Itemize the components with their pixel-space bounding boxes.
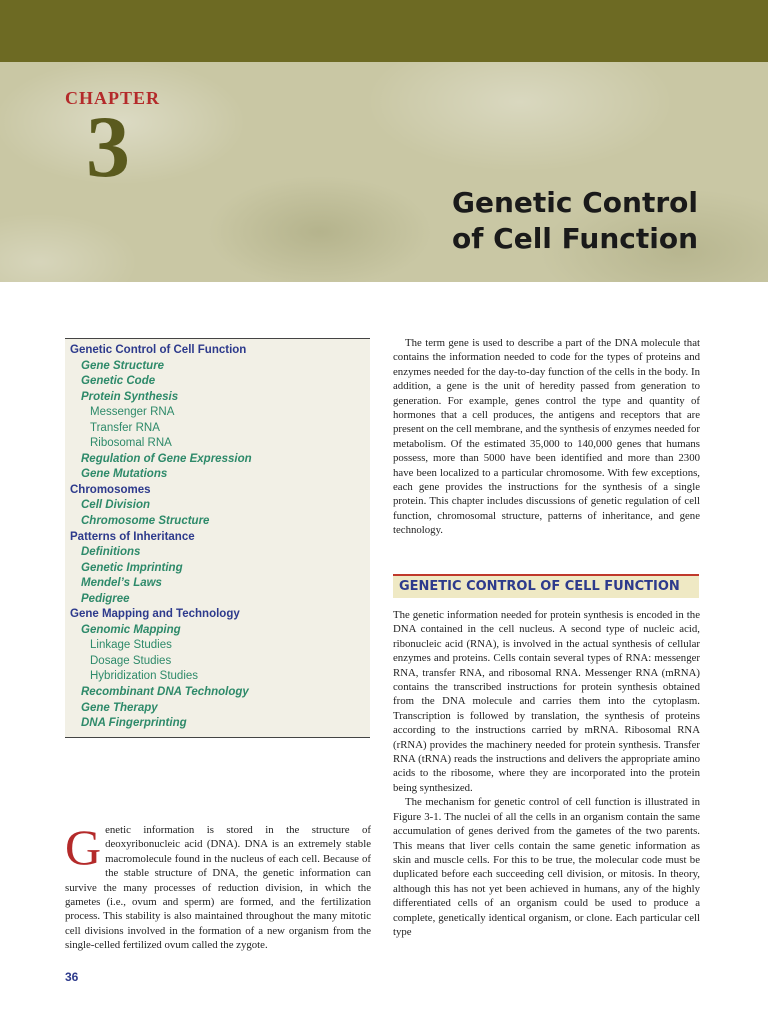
chapter-number: 3 [86,99,130,196]
toc-item: Dosage Studies [90,654,172,667]
toc-item: Gene Structure [81,359,165,372]
paragraph: The genetic information needed for protein synthesis is encoded in the DNA contained in the cell nucleus. A second type of nucleic acid, ribonucleic acid (RNA), is involved in the actual synthesis of cellular enzymes and proteins. Cells contain several types of RNA: messenger RNA, transfer RNA, and ribosomal RNA. Messenger RNA (mRNA) contains the transcribed instructions for protein synthesis obtained from the DNA molecule and carries them into the cytoplasm. Transcription is followed by translation, the synthesis of proteins according to the instructions carried by mRNA. Ribosomal RNA (rRNA) provides the machinery needed for protein synthesis. Transfer RNA (tRNA) reads the instructions and delivers the appropriate amino acids to the ribosome, where they are incorporated into the protein being synthesized. [393,609,700,794]
toc-item: Genetic Imprinting [81,561,183,574]
toc-item: DNA Fingerprinting [81,717,187,730]
toc-item: Gene Therapy [81,701,158,714]
section-body [393,608,700,939]
chapter-label: CHAPTER [65,88,161,108]
paragraph: The mechanism for genetic control of cell function is illustrated in Figure 3-1. The nuclei of all the cells in an organism contain the same accumulation of genes derived from the gametes of the two parents. This means that liver cells contain the same genetic information as skin and muscle cells. For this to be true, the molecular code must be duplicated before each succeeding cell division, or mitosis. In theory, although this has not yet been achieved in humans, any of the highly differentiated cells of an organism could be used to produce a complete, genetically identical organism, or clone. Each particular cell type [393,796,700,938]
chapter-title-line2: of Cell Function [452,222,698,255]
toc-item: Mendel’s Laws [81,577,162,590]
intro-text: enetic information is stored in the structure of deoxyribonucleic acid (DNA). DNA is an extremely stable macromolecule found in the nucleus of each cell. Because of the stable structure of DNA, the genetic information can survive the many processes of reduction division, in which the gametes (i.e., ovum and sperm) are formed, and the fertilization process. This stability is also maintained throughout the many mitotic cell divisions involved in the formation of a new organism from the single-celled fertilized ovum called the zygote. [65,824,371,952]
right-column-intro [393,336,700,538]
paragraph: The term gene is used to describe a part of the DNA molecule that contains the information needed to code for the types of proteins and enzymes needed for the day-to-day function of the cells in the body. In addition, a gene is the unit of heredity passed from generation to generation. For example, genes control the type and quantity of hormones that a cell produces, the antigens and receptors that are present on the cell membrane, and the synthesis of enzymes needed for metabolism. Of the estimated 35,000 to 140,000 genes that humans possess, more than 5000 have been identified and more than 2300 have been localized to a particular chromosome. With few exceptions, each gene provides the instructions for the synthesis of a single protein. This chapter includes discussions of genetic regulation of cell function, chromosomal structure, patterns of inheritance, and gene technology. [393,337,701,537]
intro-paragraph [65,819,371,953]
top-color-bar [0,0,768,62]
toc-item: Transfer RNA [90,421,160,434]
toc-item: Pedigree [81,592,130,605]
toc-item: Ribosomal RNA [90,437,172,450]
chapter-title-line1: Genetic Control [452,186,698,219]
toc-item: Gene Mutations [81,468,168,481]
toc-item: Cell Division [81,499,151,512]
chapter-outline [65,338,370,738]
toc-item: Definitions [81,546,141,559]
toc-item: Hybridization Studies [90,670,199,683]
toc-item: Genetic Code [81,375,156,388]
toc-item: Linkage Studies [90,639,172,652]
toc-item: Genetic Control of Cell Function [70,344,247,356]
toc-item: Messenger RNA [90,406,175,419]
toc-item: Recombinant DNA Technology [81,686,249,699]
toc-item: Patterns of Inheritance [70,530,195,543]
toc-item: Genomic Mapping [81,623,181,636]
toc-item: Regulation of Gene Expression [81,452,252,465]
toc-item: Chromosomes [70,483,151,496]
toc-item: Protein Synthesis [81,390,179,403]
page-number: 36 [65,970,79,984]
section-heading: GENETIC CONTROL OF CELL FUNCTION [393,574,699,598]
drop-cap: G [65,819,102,875]
toc-item: Chromosome Structure [81,515,210,528]
toc-item: Gene Mapping and Technology [70,608,240,621]
chapter-title [452,185,698,257]
